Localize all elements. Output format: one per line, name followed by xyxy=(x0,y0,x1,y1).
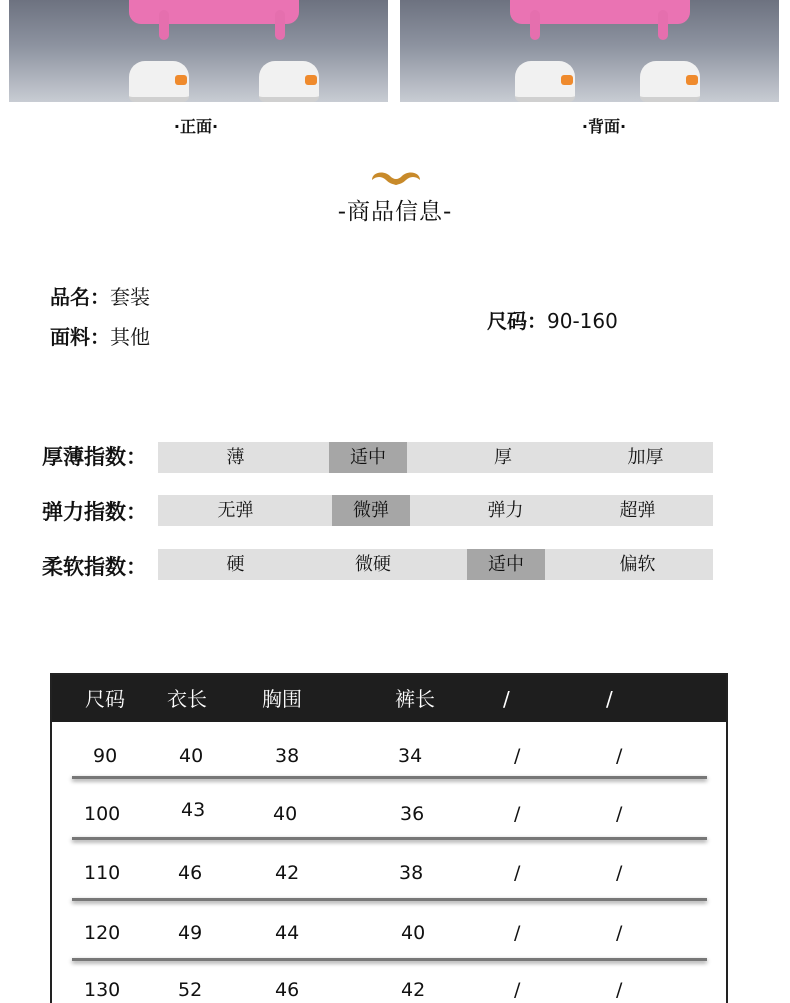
table-cell: 90 xyxy=(93,745,118,767)
leg-graphic xyxy=(658,10,668,40)
shoe-graphic xyxy=(259,61,319,102)
header-chest: 胸围 xyxy=(262,687,302,711)
material-label: 面料： xyxy=(50,325,110,349)
table-cell: 34 xyxy=(398,745,423,767)
elasticity-label: 弹力指数： xyxy=(42,500,147,524)
table-cell: 49 xyxy=(178,922,203,944)
table-cell: 38 xyxy=(275,745,300,767)
table-cell: 40 xyxy=(401,922,426,944)
table-cell: / xyxy=(616,922,623,944)
softness-option: 偏软 xyxy=(619,554,656,575)
softness-option-selected: 适中 xyxy=(467,549,545,580)
leg-graphic xyxy=(275,10,285,40)
table-cell: 130 xyxy=(84,979,121,1001)
header-top-length: 衣长 xyxy=(167,687,207,711)
product-name-row xyxy=(50,281,150,310)
section-title: -商品信息- xyxy=(337,199,453,225)
row-divider xyxy=(72,898,707,901)
table-cell: 38 xyxy=(399,862,424,884)
table-cell: 42 xyxy=(401,979,426,1001)
leg-graphic xyxy=(530,10,540,40)
shoe-graphic xyxy=(129,61,189,102)
elasticity-option: 弹力 xyxy=(487,500,524,521)
ornament-icon xyxy=(368,168,424,188)
table-cell: / xyxy=(514,979,521,1001)
size-range-label: 尺码： xyxy=(487,309,547,333)
thickness-label: 厚薄指数： xyxy=(42,445,147,469)
table-cell: 43 xyxy=(181,799,206,821)
front-caption: ·正面· xyxy=(173,117,219,136)
table-cell: / xyxy=(616,862,623,884)
table-cell: 46 xyxy=(275,979,300,1001)
header-slash: / xyxy=(503,687,510,711)
elasticity-option-selected: 微弹 xyxy=(332,495,410,526)
size-range-row xyxy=(487,305,618,334)
softness-option: 微硬 xyxy=(355,554,391,575)
shoe-accent xyxy=(305,75,317,85)
material-row xyxy=(50,321,150,350)
table-cell: 44 xyxy=(275,922,300,944)
header-pants-length: 裤长 xyxy=(395,687,435,711)
material-value: 其他 xyxy=(110,325,150,349)
shoe-accent xyxy=(175,75,187,85)
table-cell: 100 xyxy=(84,803,121,825)
size-table xyxy=(50,673,728,1003)
elasticity-scale xyxy=(158,495,713,526)
size-range-value: 90-160 xyxy=(547,309,618,333)
thickness-scale xyxy=(158,442,713,473)
softness-scale xyxy=(158,549,713,580)
row-divider xyxy=(72,837,707,840)
elasticity-option: 无弹 xyxy=(217,500,254,521)
table-cell: 110 xyxy=(84,862,121,884)
product-name-value: 套装 xyxy=(110,285,150,309)
table-cell: 40 xyxy=(179,745,204,767)
product-name-label: 品名： xyxy=(50,285,110,309)
row-divider xyxy=(72,958,707,961)
table-cell: / xyxy=(514,745,521,767)
table-cell: / xyxy=(616,803,623,825)
shoe-accent xyxy=(561,75,573,85)
thickness-option: 厚 xyxy=(494,447,512,468)
pink-pants-graphic xyxy=(129,0,299,24)
table-cell: / xyxy=(514,803,521,825)
table-cell: / xyxy=(514,922,521,944)
table-cell: 52 xyxy=(178,979,203,1001)
back-photo xyxy=(400,0,779,102)
shoe-accent xyxy=(686,75,698,85)
softness-option: 硬 xyxy=(226,554,245,575)
size-table-header xyxy=(52,675,726,722)
thickness-option-selected: 适中 xyxy=(329,442,407,473)
table-cell: 36 xyxy=(400,803,425,825)
elasticity-option: 超弹 xyxy=(619,500,656,521)
table-cell: 42 xyxy=(275,862,300,884)
shoe-graphic xyxy=(515,61,575,102)
softness-label: 柔软指数： xyxy=(42,555,147,579)
table-cell: 46 xyxy=(178,862,203,884)
back-caption: ·背面· xyxy=(581,117,627,136)
table-cell: 40 xyxy=(273,803,298,825)
header-size: 尺码 xyxy=(85,687,125,711)
thickness-option: 加厚 xyxy=(627,447,664,468)
front-photo xyxy=(9,0,388,102)
table-cell: / xyxy=(616,745,623,767)
table-cell: 120 xyxy=(84,922,121,944)
table-cell: / xyxy=(616,979,623,1001)
table-cell: / xyxy=(514,862,521,884)
row-divider xyxy=(72,776,707,779)
header-slash: / xyxy=(606,687,613,711)
thickness-option: 薄 xyxy=(226,447,245,468)
shoe-graphic xyxy=(640,61,700,102)
leg-graphic xyxy=(159,10,169,40)
